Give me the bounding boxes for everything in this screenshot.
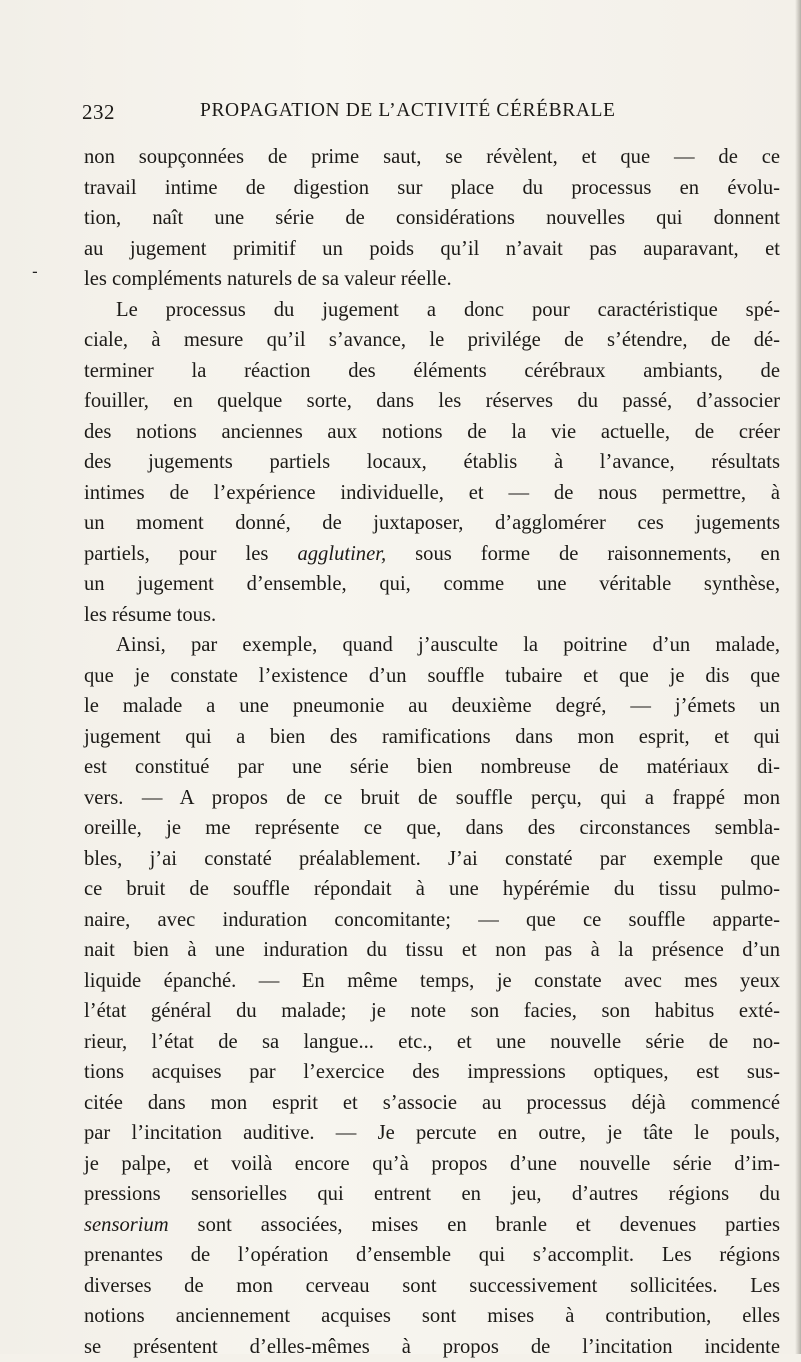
text-line: fouiller, en quelque sorte, dans les réserves du passé, d’associer [84, 386, 780, 417]
text-line: le malade a une pneumonie au deuxième degré, — j’émets un [84, 691, 780, 722]
text-line: ce bruit de souffle répondait à une hypérémie du tissu pulmo- [84, 874, 780, 905]
text-line: prenantes de l’opération d’ensemble qui s’accomplit. Les régions [84, 1240, 780, 1271]
text-line: terminer la réaction des éléments cérébraux ambiants, de [84, 356, 780, 387]
margin-mark: - [32, 262, 38, 281]
italic-word: agglutiner, [297, 543, 386, 565]
text-line: tions acquises par l’exercice des impressions optiques, est sus- [84, 1057, 780, 1088]
running-head: PROPAGATION DE L’ACTIVITÉ CÉRÉBRALE [200, 100, 616, 122]
text-line: jugement qui a bien des ramifications dans mon esprit, et qui [84, 722, 780, 753]
text-segment: sont associées, mises en branle et devenues parties [169, 1214, 780, 1236]
text-line: un jugement d’ensemble, qui, comme une véritable synthèse, [84, 569, 780, 600]
text-line: l’état général du malade; je note son facies, son habitus exté- [84, 996, 780, 1027]
text-line: se présentent d’elles-mêmes à propos de l’incitation incidente [84, 1332, 780, 1362]
text-segment: sous forme de raisonnements, en [386, 543, 780, 565]
text-line: nait bien à une induration du tissu et non pas à la présence d’un [84, 935, 780, 966]
body-text [84, 142, 780, 1362]
text-line: vers. — A propos de ce bruit de souffle perçu, qui a frappé mon [84, 783, 780, 814]
text-line: citée dans mon esprit et s’associe au processus déjà commencé [84, 1088, 780, 1119]
text-line-with-italic [84, 539, 780, 570]
text-line: naire, avec induration concomitante; — que ce souffle apparte- [84, 905, 780, 936]
text-line: tion, naît une série de considérations nouvelles qui donnent [84, 203, 780, 234]
text-line-with-italic [84, 1210, 780, 1241]
text-line: notions anciennement acquises sont mises à contribution, elles [84, 1301, 780, 1332]
text-segment: partiels, pour les [84, 543, 297, 565]
page-header [82, 96, 742, 130]
text-line: un moment donné, de juxtaposer, d’agglomérer ces jugements [84, 508, 780, 539]
text-line: des jugements partiels locaux, établis à l’avance, résultats [84, 447, 780, 478]
text-line: intimes de l’expérience individuelle, et — de nous permettre, à [84, 478, 780, 509]
text-line: ciale, à mesure qu’il s’avance, le privilége de s’étendre, de dé- [84, 325, 780, 356]
text-line: par l’incitation auditive. — Je percute en outre, je tâte le pouls, [84, 1118, 780, 1149]
text-line: je palpe, et voilà encore qu’à propos d’une nouvelle série d’im- [84, 1149, 780, 1180]
text-line: pressions sensorielles qui entrent en jeu, d’autres régions du [84, 1179, 780, 1210]
text-line: les résume tous. [84, 600, 780, 631]
text-line: liquide épanché. — En même temps, je constate avec mes yeux [84, 966, 780, 997]
text-line: non soupçonnées de prime saut, se révèlent, et que — de ce [84, 142, 780, 173]
text-line: bles, j’ai constaté préalablement. J’ai constaté par exemple que [84, 844, 780, 875]
paragraph-start-line: Le processus du jugement a donc pour caractéristique spé- [84, 295, 780, 326]
text-line: que je constate l’existence d’un souffle tubaire et que je dis que [84, 661, 780, 692]
text-line: des notions anciennes aux notions de la vie actuelle, de créer [84, 417, 780, 448]
text-line: au jugement primitif un poids qu’il n’avait pas auparavant, et [84, 234, 780, 265]
page-number: 232 [82, 100, 115, 125]
text-line: les compléments naturels de sa valeur réelle. [84, 264, 780, 295]
paragraph-start-line: Ainsi, par exemple, quand j’ausculte la poitrine d’un malade, [84, 630, 780, 661]
text-line: est constitué par une série bien nombreuse de matériaux di- [84, 752, 780, 783]
italic-word: sensorium [84, 1214, 169, 1236]
page-edge-shadow [795, 0, 801, 1354]
text-line: diverses de mon cerveau sont successivement sollicitées. Les [84, 1271, 780, 1302]
text-line: rieur, l’état de sa langue... etc., et une nouvelle série de no- [84, 1027, 780, 1058]
text-line: oreille, je me représente ce que, dans des circonstances sembla- [84, 813, 780, 844]
text-line: travail intime de digestion sur place du processus en évolu- [84, 173, 780, 204]
